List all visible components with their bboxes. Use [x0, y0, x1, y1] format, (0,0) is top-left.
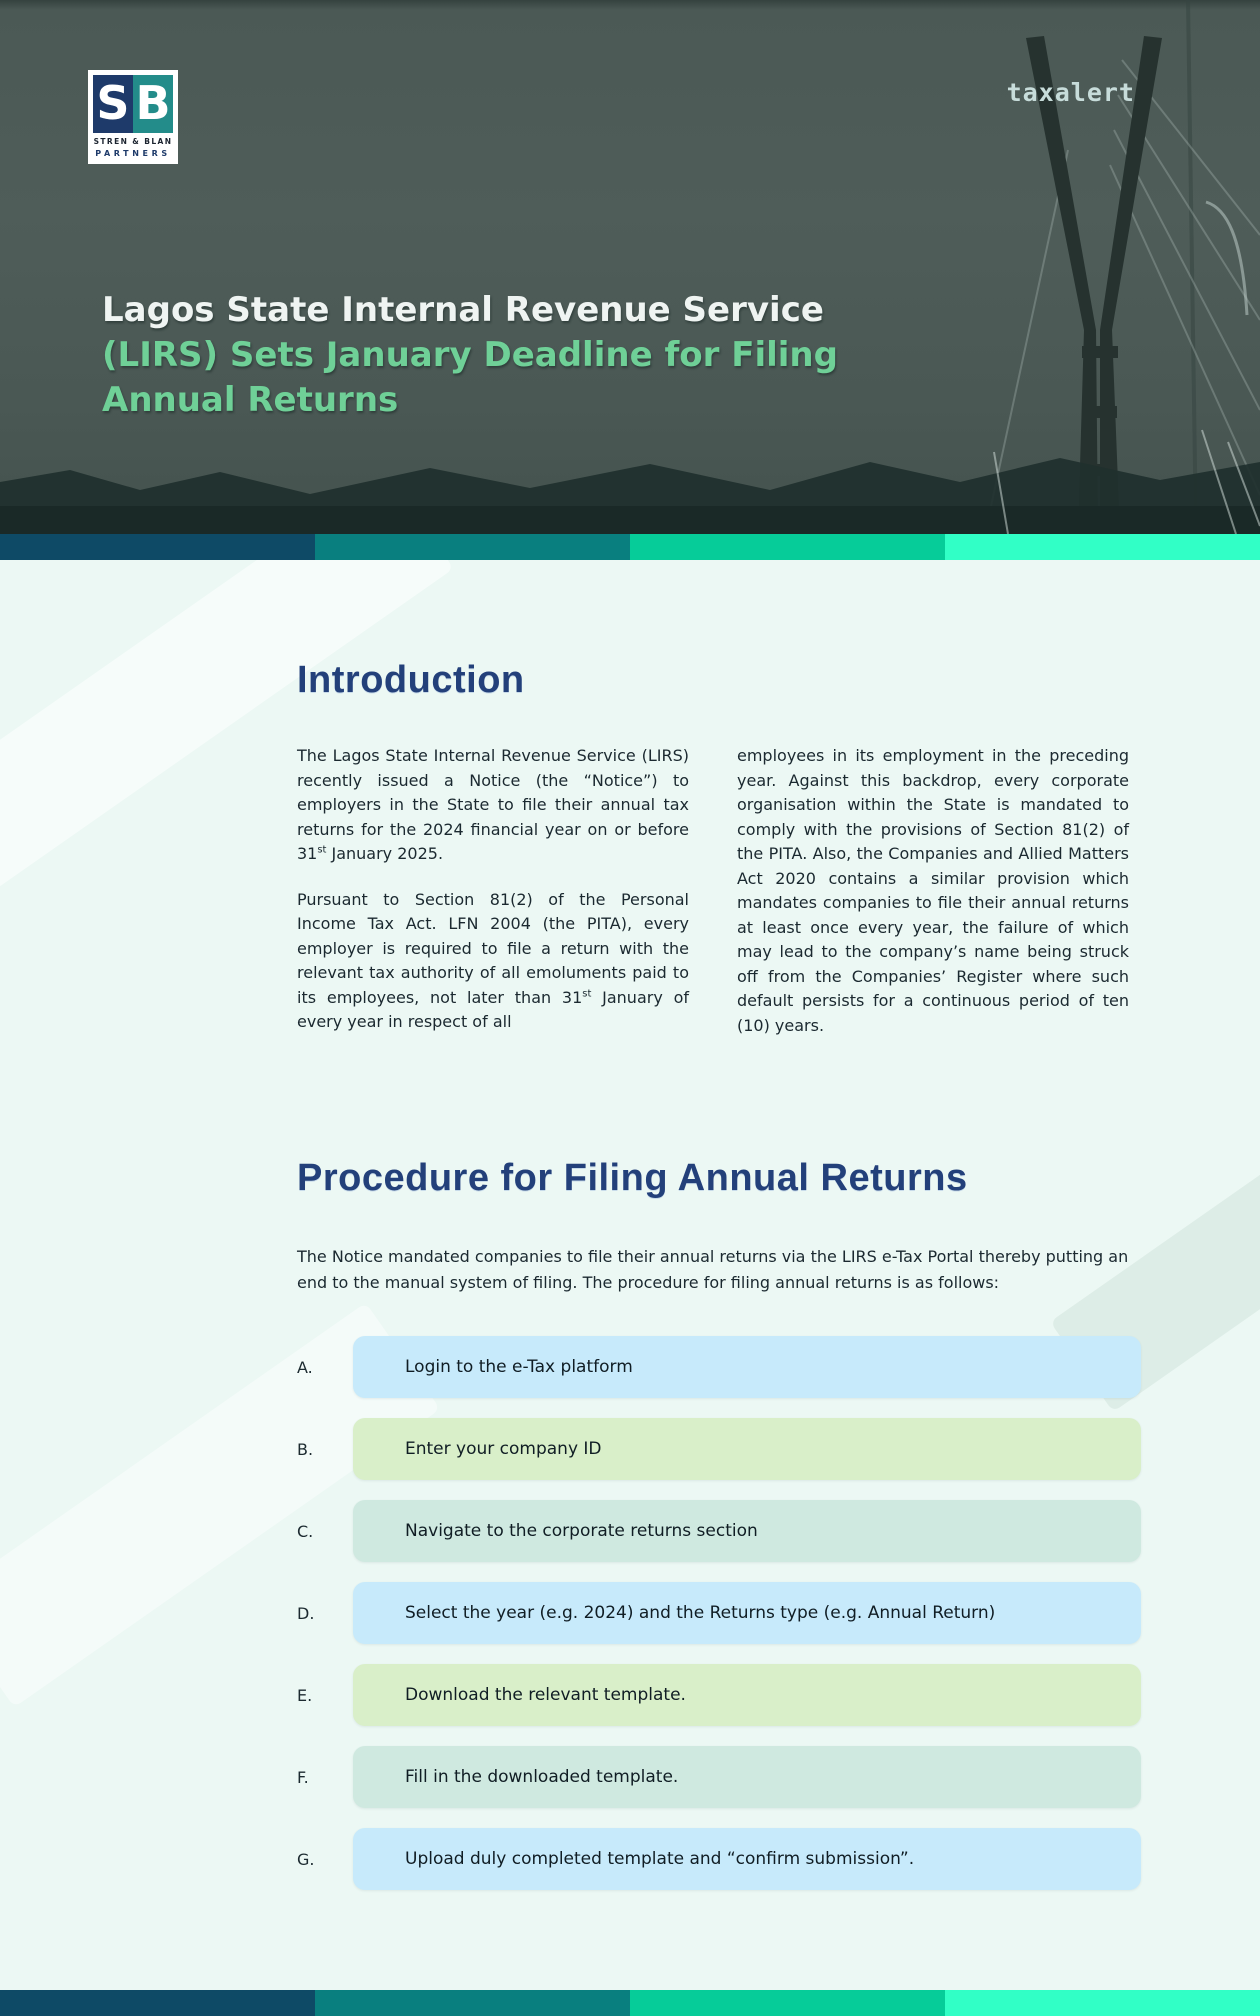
step-letter: D. [297, 1603, 315, 1623]
title-line-2: (LIRS) Sets January Deadline for Filing [102, 335, 838, 375]
paragraph: Pursuant to Section 81(2) of the Personal Income Tax Act. LFN 2004 (the PITA), every employer is required to file a return with the relevant tax authority of all emoluments paid to its employees, not later than 31st January of every year in respect of all [297, 889, 690, 1031]
step-box [353, 1828, 1141, 1890]
stripe-segment-mint [945, 1990, 1260, 2016]
step-text: Login to the e-Tax platform [405, 1357, 633, 1377]
stripe-segment-teal [315, 1990, 630, 2016]
superscript-st: st [317, 844, 327, 856]
step-text: Upload duly completed template and “confirm submission”. [405, 1849, 915, 1869]
hero-banner [0, 0, 1260, 534]
bottom-color-stripe [0, 1990, 1260, 2016]
main-content [0, 560, 1260, 1990]
step-text: Navigate to the corporate returns section [405, 1521, 758, 1541]
superscript-st: st [582, 988, 592, 1000]
step-text: Enter your company ID [405, 1439, 602, 1459]
stripe-segment-green [630, 534, 945, 560]
procedure-steps-list [297, 1336, 1141, 1910]
list-item [297, 1746, 1141, 1808]
logo-sb-monogram [93, 75, 173, 133]
top-color-stripe [0, 534, 1260, 560]
logo-partners-label: PARTNERS [95, 149, 171, 158]
step-box [353, 1582, 1141, 1644]
step-letter: C. [297, 1521, 314, 1541]
stripe-segment-green [630, 1990, 945, 2016]
taxalert-wordmark: taxalert [1006, 78, 1135, 107]
intro-column-left [297, 744, 689, 1038]
title-line-3: Annual Returns [102, 380, 399, 420]
step-box [353, 1336, 1141, 1398]
stripe-segment-teal [315, 534, 630, 560]
introduction-heading: Introduction [297, 659, 525, 701]
step-box [353, 1500, 1141, 1562]
step-letter: E. [297, 1685, 313, 1705]
step-letter: A. [297, 1357, 313, 1377]
step-box [353, 1746, 1141, 1808]
intro-column-right [737, 744, 1129, 1038]
paragraph: The Lagos State Internal Revenue Service (LIRS) recently issued a Notice (the “Notice”) to employers in the State to file their annual tax returns for the 2024 financial year on or before 31st January 2025. [297, 746, 689, 863]
title-line-1: Lagos State Internal Revenue Service [102, 290, 824, 330]
procedure-intro-paragraph: The Notice mandated companies to file their annual returns via the LIRS e-Tax Portal thereby putting an end to the manual system of filing. The procedure for filing annual returns is as follows: [297, 1247, 1129, 1292]
document-title [102, 288, 838, 423]
stripe-segment-darkblue [0, 534, 315, 560]
list-item [297, 1582, 1141, 1644]
list-item [297, 1336, 1141, 1398]
procedure-heading: Procedure for Filing Annual Returns [297, 1157, 968, 1199]
list-item [297, 1828, 1141, 1890]
logo-firm-name: STREN & BLAN [93, 137, 173, 146]
logo-letter-s: S [93, 75, 133, 133]
paragraph: employees in its employment in the preceding year. Against this backdrop, every corporate organisation within the State is mandated to comply with the provisions of Section 81(2) of the PITA. Also, the Companies and Allied Matters Act 2020 contains a similar provision which mandates companies to file their annual returns at least once every year, the failure of which may lead to the company’s name being struck off from the Companies’ Register where such default persists for a continuous period of ten (10) years. [737, 746, 1129, 1035]
stripe-segment-mint [945, 534, 1260, 560]
stripe-segment-darkblue [0, 1990, 315, 2016]
step-letter: B. [297, 1439, 314, 1459]
step-letter: F. [297, 1767, 309, 1787]
step-box [353, 1664, 1141, 1726]
list-item [297, 1418, 1141, 1480]
list-item [297, 1664, 1141, 1726]
step-text: Fill in the downloaded template. [405, 1767, 679, 1787]
step-text: Download the relevant template. [405, 1685, 686, 1705]
stren-blan-logo [88, 70, 178, 164]
list-item [297, 1500, 1141, 1562]
introduction-body [297, 744, 1129, 1038]
logo-letter-b: B [133, 75, 173, 133]
step-letter: G. [297, 1849, 315, 1869]
step-box [353, 1418, 1141, 1480]
step-text: Select the year (e.g. 2024) and the Returns type (e.g. Annual Return) [405, 1603, 996, 1623]
